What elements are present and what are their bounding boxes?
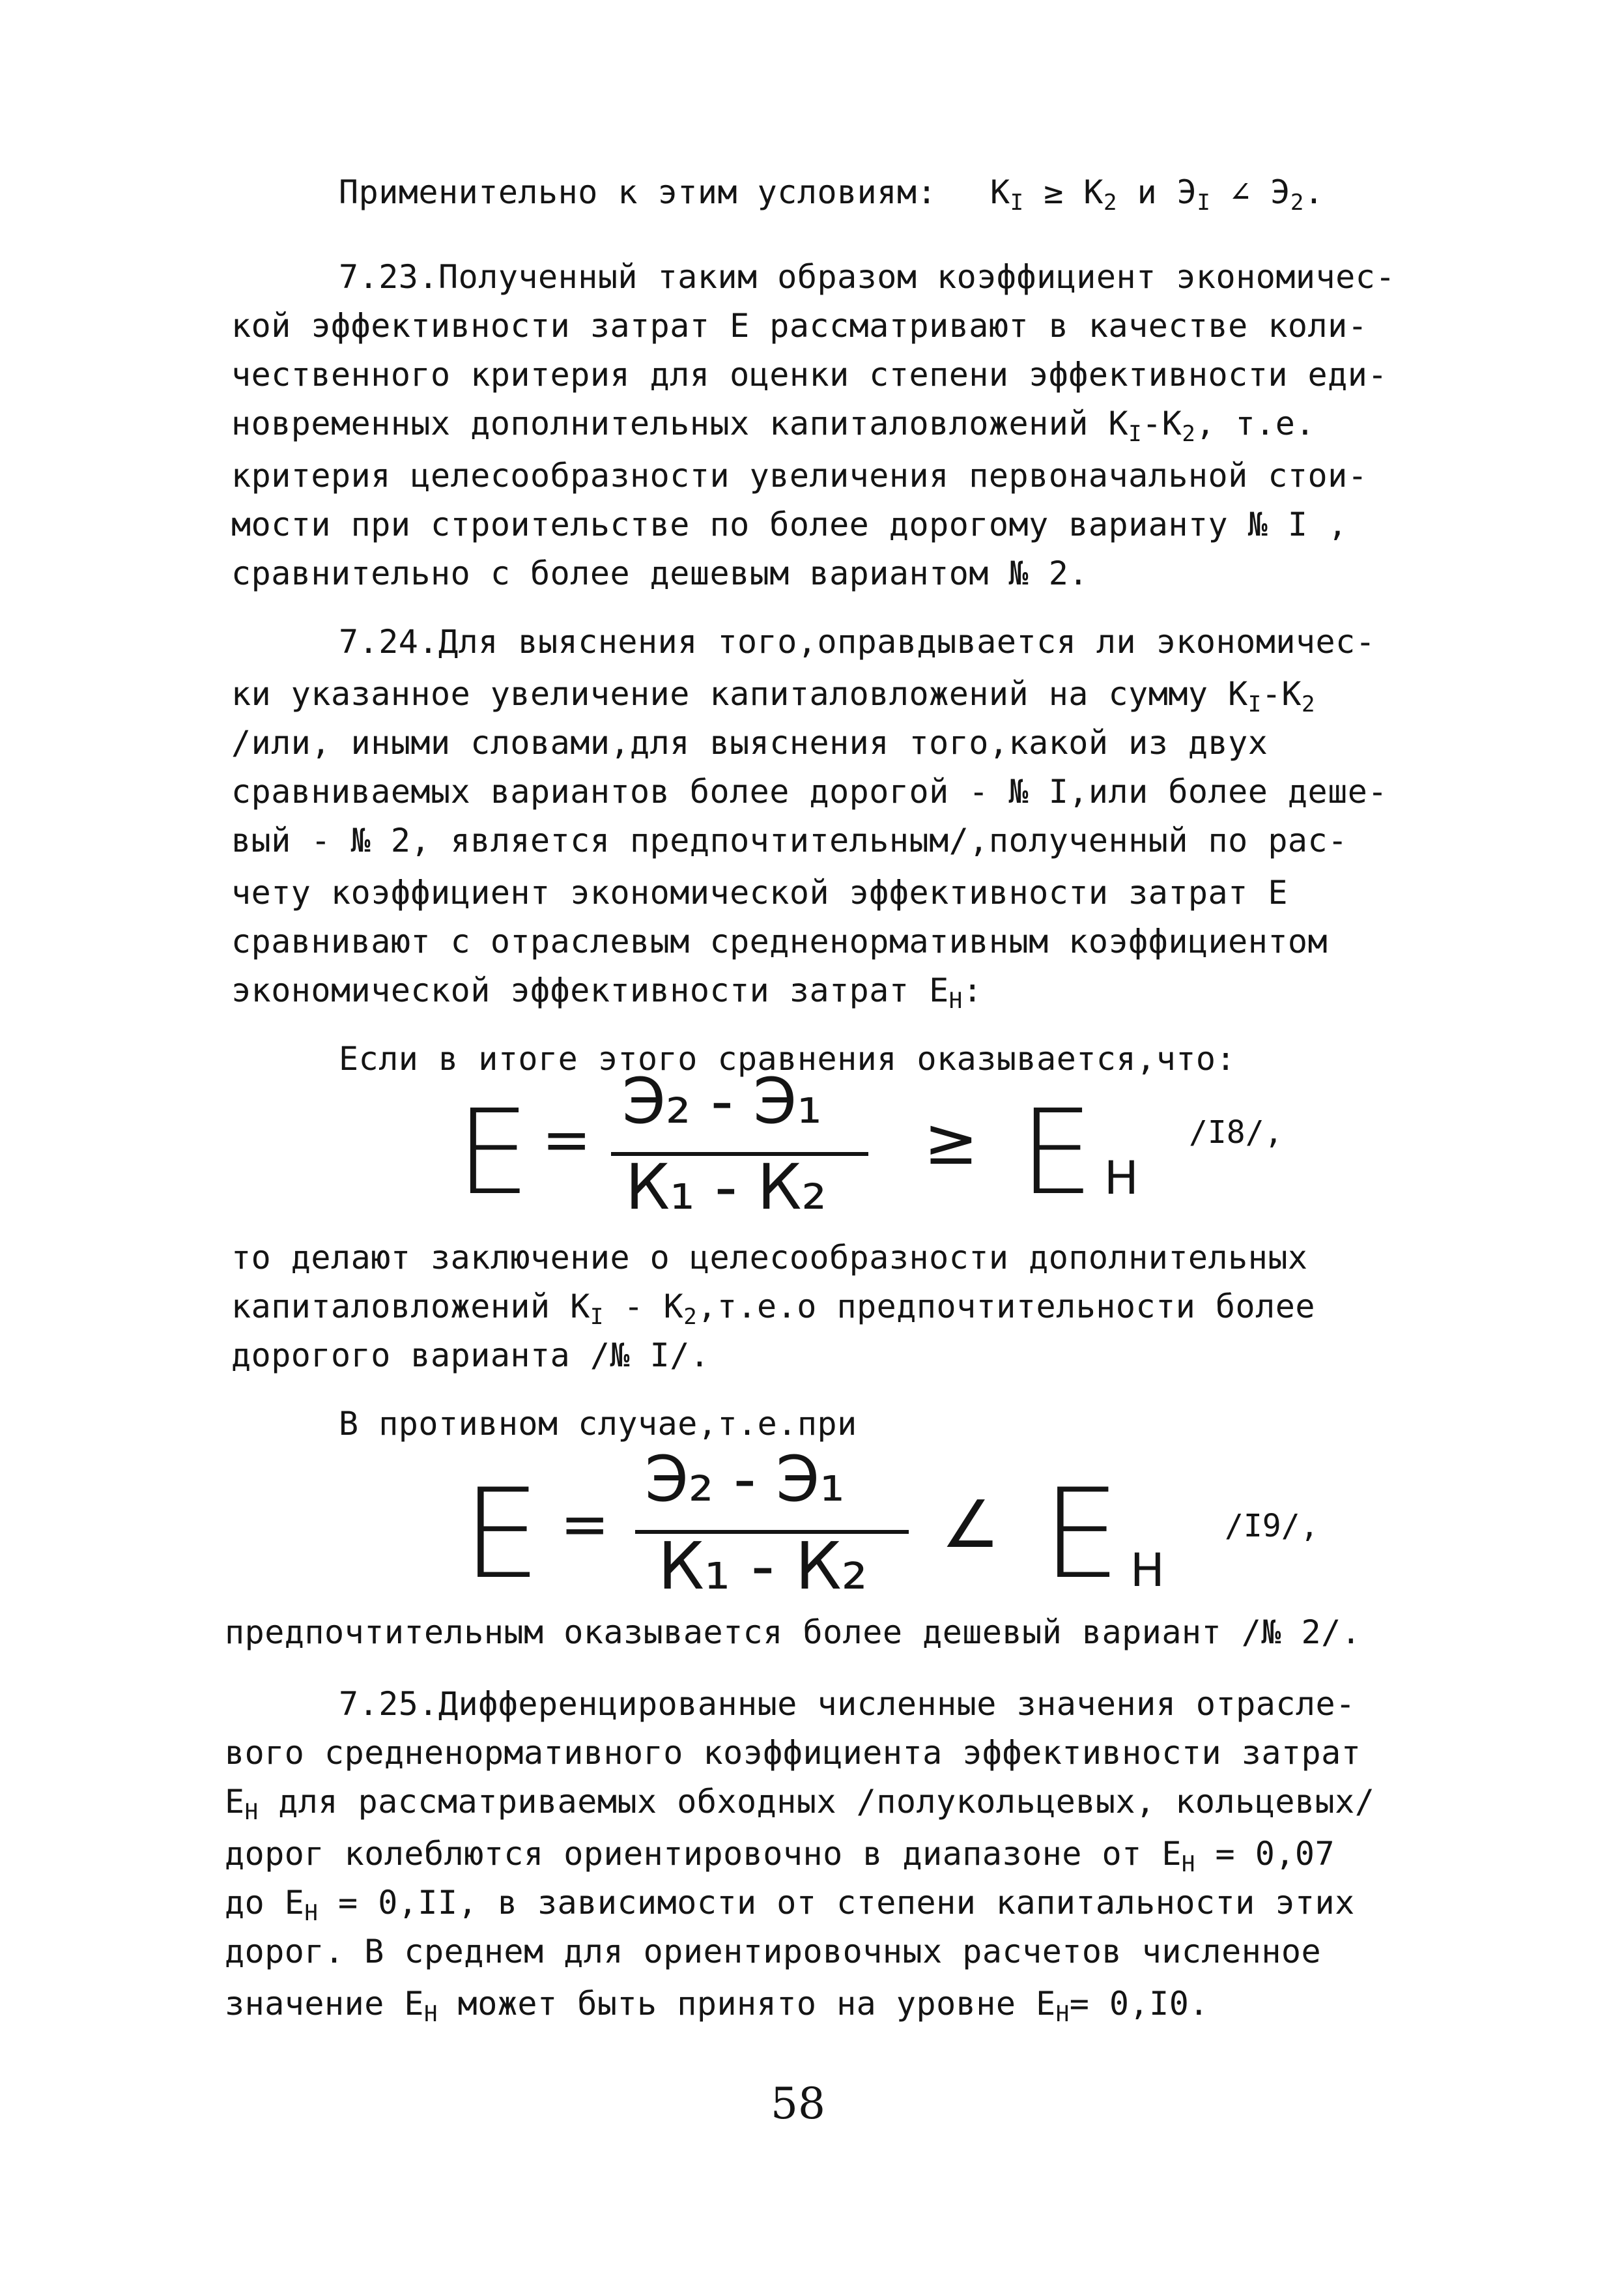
text-line: кой эффективности затрат Е рассматривают в качестве коли- xyxy=(231,307,1368,345)
text-line: чественного критерия для оценки степени эффективности еди- xyxy=(231,356,1388,394)
text-segment: капиталовложений К xyxy=(231,1288,590,1325)
subscript: Н xyxy=(948,988,963,1014)
formula-18-numerator: Э₂ - Э₁ xyxy=(622,1065,822,1138)
subscript: Н xyxy=(304,1900,319,1926)
formula-19-ref: /I9/, xyxy=(1225,1508,1319,1544)
formula-19 xyxy=(0,1443,1624,1622)
text-segment: , т.е. xyxy=(1195,405,1315,442)
text-line: чету коэффициент экономической эффективности затрат Е xyxy=(231,874,1288,912)
text-segment: новременных дополнительных капиталовложений К xyxy=(231,405,1129,442)
subscript: I xyxy=(1128,421,1143,447)
text-line xyxy=(225,1782,1375,1825)
text-line: сравнительно с более дешевым вариантом № 2. xyxy=(231,555,1089,592)
text-line: сравнивают с отраслевым средненормативным коэффициентом xyxy=(231,923,1328,960)
text-line: В противном случае,т.е.при xyxy=(339,1405,857,1443)
text-line xyxy=(231,971,983,1014)
formula-18-ref: /I8/, xyxy=(1189,1114,1283,1151)
text-line: то делают заключение о целесообразности дополнительных xyxy=(231,1239,1308,1276)
text-line: /или, иными словами,для выяснения того,какой из двух xyxy=(231,724,1268,762)
formula-19-lhs: Е xyxy=(463,1462,541,1606)
subscript: 2 xyxy=(1290,190,1304,216)
subscript: I xyxy=(1010,190,1024,216)
text-segment: К xyxy=(990,173,1010,211)
text-line: Если в итоге этого сравнения оказывается,что: xyxy=(339,1040,1236,1078)
text-segment: Е xyxy=(225,1783,245,1821)
text-line: вый - № 2, является предпочтительным/,полученный по рас- xyxy=(231,822,1348,859)
subscript: 2 xyxy=(1182,421,1196,447)
formula-19-relation: ∠ xyxy=(941,1486,1000,1563)
text-line: 7.25.Дифференцированные численные значения отрасле- xyxy=(339,1685,1356,1723)
text-line: критерия целесообразности увеличения первоначальной стои- xyxy=(231,457,1368,495)
subscript: Н xyxy=(1181,1851,1195,1877)
text-segment: = 0,I0. xyxy=(1069,1985,1209,2023)
text-line xyxy=(225,1883,1355,1926)
text-segment: экономической эффективности затрат Е xyxy=(231,972,949,1009)
subscript: 2 xyxy=(1104,190,1117,216)
text-line: мости при строительстве по более дорогому варианту № I , xyxy=(231,506,1348,543)
text-line: вого средненормативного коэффициента эффективности затрат xyxy=(225,1734,1361,1772)
text-line: дорогого варианта /№ I/. xyxy=(231,1336,710,1374)
text-segment: для рассматриваемых обходных /полукольцевых, кольцевых/ xyxy=(258,1783,1375,1821)
text-segment: может быть принято на уровне Е xyxy=(438,1985,1056,2023)
text-line: сравниваемых вариантов более дорогой - № I,или более деше- xyxy=(231,773,1388,811)
text-line: 7.23.Полученный таким образом коэффициент экономичес- xyxy=(339,258,1395,296)
subscript: Н xyxy=(244,1799,259,1825)
text-segment: значение Е xyxy=(225,1985,425,2023)
text-line xyxy=(231,404,1315,447)
page-number: 58 xyxy=(771,2079,825,2129)
subscript: Н xyxy=(1055,2001,1070,2027)
formula-18 xyxy=(0,1065,1624,1245)
formula-18-equals: = xyxy=(542,1106,591,1174)
text-line: предпочтительным оказывается более дешевый вариант /№ 2/. xyxy=(225,1613,1361,1651)
text-segment: . xyxy=(1303,173,1324,211)
text-line: 7.24.Для выяснения того,оправдывается ли экономичес- xyxy=(339,623,1376,661)
text-line: дорог. В среднем для ориентировочных расчетов численное xyxy=(225,1933,1322,1970)
subscript: I xyxy=(1247,691,1262,717)
text-segment: ,т.е.о предпочтительности более xyxy=(697,1288,1315,1325)
formula-19-numerator: Э₂ - Э₁ xyxy=(645,1443,845,1516)
text-segment: ∠ Э xyxy=(1210,173,1290,211)
subscript: 2 xyxy=(683,1304,698,1330)
text-segment: = 0,07 xyxy=(1195,1835,1335,1873)
formula-19-rhs: Е xyxy=(1042,1462,1121,1606)
subscript: I xyxy=(1197,190,1211,216)
formula-18-lhs: Е xyxy=(456,1085,530,1221)
text-segment: = 0,II, в зависимости от степени капитальности этих xyxy=(318,1884,1355,1922)
formula-18-rhs: Е xyxy=(1019,1085,1094,1221)
formula-18-denominator: К₁ - К₂ xyxy=(625,1151,827,1224)
text-line xyxy=(225,1984,1209,2027)
subscript: 2 xyxy=(1301,691,1315,717)
text-line xyxy=(231,1287,1315,1330)
text-line xyxy=(231,674,1315,717)
text-segment: -К xyxy=(1142,405,1182,442)
formula-18-rhs-subscript: Н xyxy=(1104,1151,1139,1205)
text-segment: до Е xyxy=(225,1884,305,1922)
subscript: I xyxy=(590,1304,604,1330)
formula-18-relation: ≥ xyxy=(924,1103,978,1179)
text-line xyxy=(990,173,1324,216)
text-segment: ≥ К xyxy=(1023,173,1104,211)
text-segment: : xyxy=(962,972,983,1009)
subscript: Н xyxy=(424,2001,438,2027)
formula-19-rhs-subscript: Н xyxy=(1130,1544,1165,1597)
text-segment: и Э xyxy=(1117,173,1197,211)
text-segment: -К xyxy=(1261,675,1302,713)
text-line xyxy=(225,1834,1335,1877)
formula-19-equals: = xyxy=(560,1490,610,1559)
text-segment: - К xyxy=(603,1288,684,1325)
formula-19-denominator: К₁ - К₂ xyxy=(658,1528,868,1604)
text-segment: дорог колеблются ориентировочно в диапазоне от Е xyxy=(225,1835,1182,1873)
text-segment: ки указанное увеличение капиталовложений на сумму К xyxy=(231,675,1248,713)
text-line: Применительно к этим условиям: xyxy=(339,173,937,211)
